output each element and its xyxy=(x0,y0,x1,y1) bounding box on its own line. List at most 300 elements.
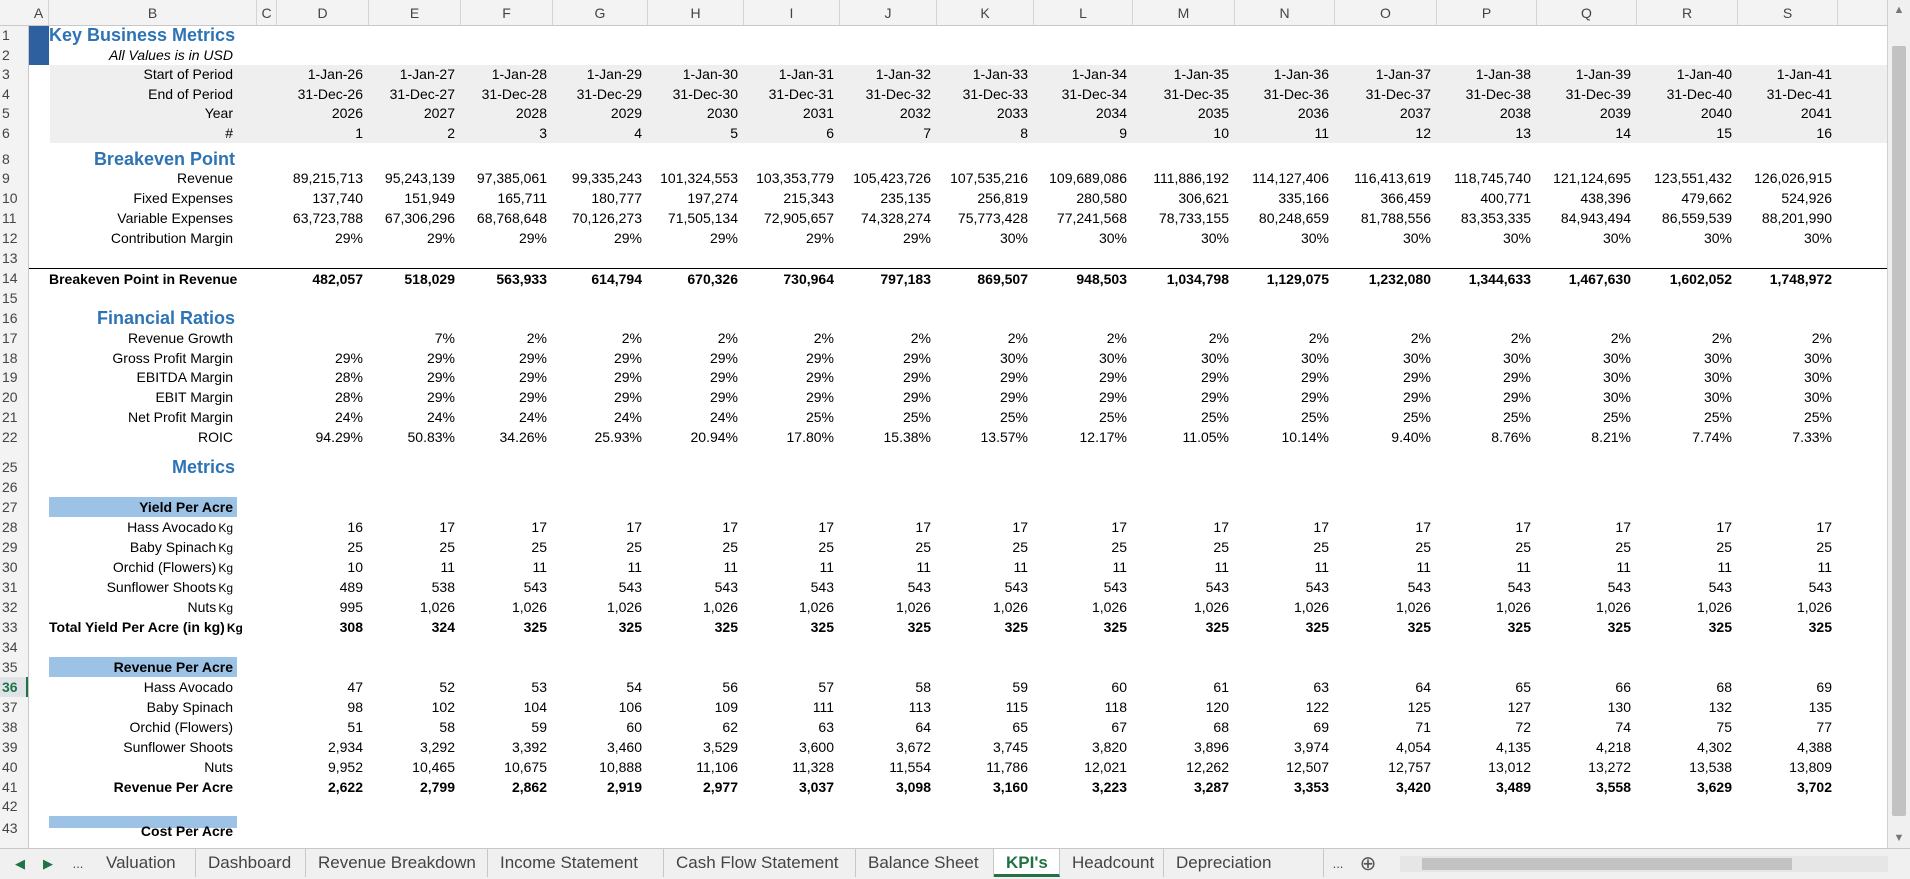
value-cell[interactable]: 31-Dec-38 xyxy=(1465,86,1531,102)
value-cell[interactable]: 81,788,556 xyxy=(1360,210,1431,226)
value-cell[interactable]: 25% xyxy=(1602,409,1631,425)
value-cell[interactable]: 4,388 xyxy=(1796,739,1832,755)
value-cell[interactable]: 98 xyxy=(347,699,363,715)
value-cell[interactable]: 543 xyxy=(1708,579,1732,595)
value-cell[interactable]: 30% xyxy=(1200,230,1229,246)
value-cell[interactable]: 11,328 xyxy=(792,759,834,775)
value-cell[interactable]: 2041 xyxy=(1800,105,1832,121)
column-header[interactable]: D xyxy=(277,0,369,25)
value-cell[interactable]: 1-Jan-32 xyxy=(875,66,931,82)
value-cell[interactable]: 115 xyxy=(1005,699,1028,715)
row-header[interactable]: 29 xyxy=(2,539,18,555)
value-cell[interactable]: 29% xyxy=(1300,369,1329,385)
value-cell[interactable]: 543 xyxy=(714,579,738,595)
value-cell[interactable]: 1,344,633 xyxy=(1468,271,1531,287)
value-cell[interactable]: 25.93% xyxy=(594,429,642,445)
value-cell[interactable]: 25 xyxy=(531,539,547,555)
value-cell[interactable]: 1-Jan-28 xyxy=(491,66,547,82)
value-cell[interactable]: 1,034,798 xyxy=(1166,271,1229,287)
column-header[interactable]: N xyxy=(1235,0,1335,25)
value-cell[interactable]: 3,529 xyxy=(702,739,738,755)
row-header[interactable]: 32 xyxy=(2,599,18,615)
row-header[interactable]: 37 xyxy=(2,699,18,715)
value-cell[interactable]: 25% xyxy=(1502,409,1531,425)
value-cell[interactable]: 543 xyxy=(1607,579,1631,595)
value-cell[interactable]: 2,934 xyxy=(327,739,363,755)
value-cell[interactable]: 31-Dec-31 xyxy=(768,86,834,102)
value-cell[interactable]: 3,974 xyxy=(1293,739,1329,755)
row-header[interactable]: 33 xyxy=(2,619,18,635)
value-cell[interactable]: 10 xyxy=(1213,125,1229,141)
value-cell[interactable]: 122 xyxy=(1305,699,1329,715)
value-cell[interactable]: 2% xyxy=(717,330,738,346)
value-cell[interactable]: 30% xyxy=(1803,369,1832,385)
column-header[interactable]: A xyxy=(29,0,49,25)
value-cell[interactable]: 68,768,648 xyxy=(476,210,547,226)
value-cell[interactable]: 280,580 xyxy=(1076,190,1127,206)
value-cell[interactable]: 2035 xyxy=(1197,105,1229,121)
value-cell[interactable]: 197,274 xyxy=(687,190,738,206)
value-cell[interactable]: 2% xyxy=(1106,330,1127,346)
tabs-more-right[interactable]: ... xyxy=(1332,856,1344,871)
value-cell[interactable]: 30% xyxy=(1703,369,1732,385)
value-cell[interactable]: 29% xyxy=(1098,369,1127,385)
value-cell[interactable]: 63 xyxy=(1313,679,1329,695)
value-cell[interactable]: 543 xyxy=(810,579,834,595)
row-header[interactable]: 19 xyxy=(2,369,18,385)
value-cell[interactable]: 7.74% xyxy=(1692,429,1732,445)
value-cell[interactable]: 29% xyxy=(613,369,642,385)
value-cell[interactable]: 74,328,274 xyxy=(860,210,931,226)
value-cell[interactable]: 11 xyxy=(627,559,642,575)
value-cell[interactable]: 25 xyxy=(439,539,455,555)
value-cell[interactable]: 3,287 xyxy=(1193,779,1229,795)
value-cell[interactable]: 1,026 xyxy=(798,599,834,615)
value-cell[interactable]: 29% xyxy=(805,350,834,366)
value-cell[interactable]: 17 xyxy=(531,519,547,535)
value-cell[interactable]: 10.14% xyxy=(1281,429,1329,445)
value-cell[interactable]: 70,126,273 xyxy=(571,210,642,226)
value-cell[interactable]: 165,711 xyxy=(497,190,547,206)
row-header[interactable]: 41 xyxy=(2,779,18,795)
value-cell[interactable]: 17 xyxy=(1415,519,1431,535)
value-cell[interactable]: 1,026 xyxy=(992,599,1028,615)
scroll-down-icon[interactable]: ▼ xyxy=(1893,832,1905,844)
row-header[interactable]: 43 xyxy=(2,820,18,836)
value-cell[interactable]: 1,467,630 xyxy=(1568,271,1631,287)
value-cell[interactable]: 31-Dec-40 xyxy=(1666,86,1732,102)
value-cell[interactable]: 11 xyxy=(1416,559,1431,575)
value-cell[interactable]: 30% xyxy=(1402,230,1431,246)
value-cell[interactable]: 17 xyxy=(1012,519,1028,535)
value-cell[interactable]: 13,272 xyxy=(1588,759,1631,775)
value-cell[interactable]: 2026 xyxy=(331,105,363,121)
value-cell[interactable]: 7.33% xyxy=(1792,429,1832,445)
value-cell[interactable]: 1-Jan-27 xyxy=(399,66,455,82)
value-cell[interactable]: 1,026 xyxy=(1193,599,1229,615)
value-cell[interactable]: 2030 xyxy=(706,105,738,121)
value-cell[interactable]: 614,794 xyxy=(591,271,642,287)
value-cell[interactable]: 67 xyxy=(1111,719,1127,735)
value-cell[interactable]: 3,489 xyxy=(1495,779,1531,795)
value-cell[interactable]: 31-Dec-36 xyxy=(1263,86,1329,102)
value-cell[interactable]: 1,129,075 xyxy=(1266,271,1329,287)
value-cell[interactable]: 58 xyxy=(439,719,455,735)
value-cell[interactable]: 4 xyxy=(634,125,642,141)
value-cell[interactable]: 72 xyxy=(1515,719,1531,735)
value-cell[interactable]: 215,343 xyxy=(783,190,834,206)
value-cell[interactable]: 1,026 xyxy=(511,599,547,615)
value-cell[interactable]: 29% xyxy=(709,230,738,246)
value-cell[interactable]: 54 xyxy=(626,679,642,695)
sheet-tab[interactable]: Dashboard xyxy=(196,849,306,877)
value-cell[interactable]: 29% xyxy=(902,369,931,385)
value-cell[interactable]: 25 xyxy=(1313,539,1329,555)
value-cell[interactable]: 1-Jan-37 xyxy=(1375,66,1431,82)
value-cell[interactable]: 543 xyxy=(1103,579,1127,595)
value-cell[interactable]: 116,413,619 xyxy=(1354,170,1431,186)
value-cell[interactable]: 11 xyxy=(1616,559,1631,575)
value-cell[interactable]: 30% xyxy=(1703,389,1732,405)
value-cell[interactable]: 479,662 xyxy=(1681,190,1732,206)
vertical-scroll-thumb[interactable] xyxy=(1892,46,1906,816)
value-cell[interactable]: 12 xyxy=(1415,125,1431,141)
value-cell[interactable]: 17 xyxy=(722,519,738,535)
value-cell[interactable]: 67,306,296 xyxy=(384,210,455,226)
value-cell[interactable]: 130 xyxy=(1607,699,1631,715)
value-cell[interactable]: 306,621 xyxy=(1178,190,1229,206)
value-cell[interactable]: 2% xyxy=(1308,330,1329,346)
value-cell[interactable]: 25 xyxy=(626,539,642,555)
value-cell[interactable]: 9,952 xyxy=(327,759,363,775)
value-cell[interactable]: 105,423,726 xyxy=(853,170,931,186)
value-cell[interactable]: 2% xyxy=(1007,330,1028,346)
value-cell[interactable]: 25 xyxy=(915,539,931,555)
value-cell[interactable]: 670,326 xyxy=(687,271,738,287)
column-header[interactable]: B xyxy=(49,0,257,25)
value-cell[interactable]: 77 xyxy=(1816,719,1832,735)
value-cell[interactable]: 2031 xyxy=(802,105,834,121)
row-header[interactable]: 9 xyxy=(2,170,10,186)
value-cell[interactable]: 2,919 xyxy=(606,779,642,795)
value-cell[interactable]: 29% xyxy=(613,389,642,405)
value-cell[interactable]: 111 xyxy=(812,699,834,715)
value-cell[interactable]: 325 xyxy=(1607,619,1631,635)
value-cell[interactable]: 2039 xyxy=(1599,105,1631,121)
value-cell[interactable]: 137,740 xyxy=(312,190,363,206)
row-header[interactable]: 3 xyxy=(2,66,10,82)
value-cell[interactable]: 107,535,216 xyxy=(950,170,1028,186)
value-cell[interactable]: 118 xyxy=(1104,699,1127,715)
value-cell[interactable]: 11 xyxy=(1314,559,1329,575)
tab-next-icon[interactable]: ▶ xyxy=(43,856,53,871)
value-cell[interactable]: 25% xyxy=(1703,409,1732,425)
value-cell[interactable]: 57 xyxy=(818,679,834,695)
value-cell[interactable]: 325 xyxy=(1407,619,1431,635)
value-cell[interactable]: 7% xyxy=(434,330,455,346)
value-cell[interactable]: 2,799 xyxy=(419,779,455,795)
value-cell[interactable]: 59 xyxy=(1012,679,1028,695)
row-header[interactable]: 38 xyxy=(2,719,18,735)
value-cell[interactable]: 325 xyxy=(1305,619,1329,635)
value-cell[interactable]: 1,748,972 xyxy=(1769,271,1832,287)
sheet-tab[interactable]: KPI's xyxy=(994,849,1060,877)
value-cell[interactable]: 12,757 xyxy=(1388,759,1431,775)
value-cell[interactable]: 180,777 xyxy=(591,190,642,206)
value-cell[interactable]: 2028 xyxy=(515,105,547,121)
value-cell[interactable]: 20.94% xyxy=(690,429,738,445)
column-header[interactable]: E xyxy=(369,0,461,25)
value-cell[interactable]: 121,124,695 xyxy=(1553,170,1631,186)
row-header[interactable]: 20 xyxy=(2,389,18,405)
row-header[interactable]: 36 xyxy=(0,677,28,697)
value-cell[interactable]: 109 xyxy=(714,699,738,715)
value-cell[interactable]: 25% xyxy=(1300,409,1329,425)
value-cell[interactable]: 17 xyxy=(1515,519,1531,535)
value-cell[interactable]: 3,353 xyxy=(1293,779,1329,795)
value-cell[interactable]: 324 xyxy=(431,619,455,635)
value-cell[interactable]: 2% xyxy=(910,330,931,346)
value-cell[interactable]: 543 xyxy=(1808,579,1832,595)
value-cell[interactable]: 4,218 xyxy=(1595,739,1631,755)
value-cell[interactable]: 25 xyxy=(1012,539,1028,555)
value-cell[interactable]: 1-Jan-34 xyxy=(1071,66,1127,82)
row-header[interactable]: 40 xyxy=(2,759,18,775)
value-cell[interactable]: 11,786 xyxy=(986,759,1028,775)
value-cell[interactable]: 51 xyxy=(347,719,363,735)
value-cell[interactable]: 101,324,553 xyxy=(660,170,738,186)
value-cell[interactable]: 2% xyxy=(621,330,642,346)
value-cell[interactable]: 17 xyxy=(818,519,834,535)
value-cell[interactable]: 28% xyxy=(334,369,363,385)
value-cell[interactable]: 88,201,990 xyxy=(1761,210,1832,226)
value-cell[interactable]: 1-Jan-29 xyxy=(586,66,642,82)
value-cell[interactable]: 16 xyxy=(1816,125,1832,141)
value-cell[interactable]: 30% xyxy=(1098,350,1127,366)
value-cell[interactable]: 17 xyxy=(1615,519,1631,535)
horizontal-scroll-thumb[interactable] xyxy=(1422,858,1792,870)
value-cell[interactable]: 3,098 xyxy=(895,779,931,795)
row-header[interactable]: 11 xyxy=(2,210,17,226)
value-cell[interactable]: 31-Dec-27 xyxy=(389,86,455,102)
row-header[interactable]: 18 xyxy=(2,350,18,366)
value-cell[interactable]: 127 xyxy=(1507,699,1531,715)
value-cell[interactable]: 3,820 xyxy=(1091,739,1127,755)
value-cell[interactable]: 25 xyxy=(347,539,363,555)
value-cell[interactable]: 25 xyxy=(1415,539,1431,555)
value-cell[interactable]: 29% xyxy=(518,369,547,385)
tab-prev-icon[interactable]: ◀ xyxy=(15,856,25,871)
value-cell[interactable]: 65 xyxy=(1515,679,1531,695)
value-cell[interactable]: 30% xyxy=(1300,350,1329,366)
value-cell[interactable]: 29% xyxy=(426,369,455,385)
value-cell[interactable]: 325 xyxy=(714,619,738,635)
value-cell[interactable]: 2040 xyxy=(1700,105,1732,121)
value-cell[interactable]: 3,160 xyxy=(992,779,1028,795)
value-cell[interactable]: 29% xyxy=(1502,389,1531,405)
value-cell[interactable]: 17.80% xyxy=(786,429,834,445)
value-cell[interactable]: 13,809 xyxy=(1789,759,1832,775)
value-cell[interactable]: 30% xyxy=(1602,230,1631,246)
value-cell[interactable]: 11,554 xyxy=(889,759,931,775)
value-cell[interactable]: 543 xyxy=(618,579,642,595)
value-cell[interactable]: 30% xyxy=(1703,230,1732,246)
column-header[interactable]: O xyxy=(1335,0,1437,25)
value-cell[interactable]: 31-Dec-41 xyxy=(1766,86,1832,102)
value-cell[interactable]: 68 xyxy=(1213,719,1229,735)
value-cell[interactable]: 29% xyxy=(805,389,834,405)
value-cell[interactable]: 3,745 xyxy=(992,739,1028,755)
value-cell[interactable]: 8.76% xyxy=(1491,429,1531,445)
value-cell[interactable] xyxy=(277,328,369,348)
value-cell[interactable]: 58 xyxy=(915,679,931,695)
value-cell[interactable]: 13,012 xyxy=(1488,759,1531,775)
value-cell[interactable]: 17 xyxy=(626,519,642,535)
value-cell[interactable]: 17 xyxy=(915,519,931,535)
value-cell[interactable]: 2,622 xyxy=(327,779,363,795)
value-cell[interactable]: 63,723,788 xyxy=(292,210,363,226)
value-cell[interactable]: 29% xyxy=(1402,389,1431,405)
row-header[interactable]: 21 xyxy=(2,409,18,425)
value-cell[interactable]: 120 xyxy=(1205,699,1229,715)
value-cell[interactable]: 9 xyxy=(1119,125,1127,141)
value-cell[interactable]: 94.29% xyxy=(315,429,363,445)
value-cell[interactable]: 12.17% xyxy=(1079,429,1127,445)
value-cell[interactable]: 29% xyxy=(709,389,738,405)
row-header[interactable]: 8 xyxy=(2,151,10,167)
value-cell[interactable]: 489 xyxy=(339,579,363,595)
value-cell[interactable]: 84,943,494 xyxy=(1560,210,1631,226)
value-cell[interactable]: 83,353,335 xyxy=(1460,210,1531,226)
value-cell[interactable]: 30% xyxy=(1803,230,1832,246)
value-cell[interactable]: 29% xyxy=(334,230,363,246)
value-cell[interactable]: 1-Jan-38 xyxy=(1475,66,1531,82)
column-header[interactable]: Q xyxy=(1537,0,1637,25)
value-cell[interactable]: 29% xyxy=(1300,389,1329,405)
value-cell[interactable]: 3,702 xyxy=(1796,779,1832,795)
value-cell[interactable]: 31-Dec-30 xyxy=(672,86,738,102)
row-header[interactable]: 22 xyxy=(2,429,18,445)
value-cell[interactable]: 25 xyxy=(722,539,738,555)
value-cell[interactable]: 8.21% xyxy=(1591,429,1631,445)
row-header[interactable]: 35 xyxy=(2,659,18,675)
row-header[interactable]: 17 xyxy=(2,330,18,346)
column-header[interactable]: L xyxy=(1034,0,1133,25)
value-cell[interactable]: 74 xyxy=(1615,719,1631,735)
value-cell[interactable]: 75 xyxy=(1716,719,1732,735)
value-cell[interactable]: 30% xyxy=(999,350,1028,366)
value-cell[interactable]: 125 xyxy=(1407,699,1431,715)
value-cell[interactable]: 1-Jan-39 xyxy=(1575,66,1631,82)
value-cell[interactable]: 1,026 xyxy=(1796,599,1832,615)
value-cell[interactable]: 10,888 xyxy=(599,759,642,775)
row-header[interactable]: 26 xyxy=(2,479,18,495)
value-cell[interactable]: 102 xyxy=(431,699,455,715)
value-cell[interactable]: 17 xyxy=(1716,519,1732,535)
value-cell[interactable]: 15 xyxy=(1716,125,1732,141)
value-cell[interactable]: 95,243,139 xyxy=(384,170,455,186)
row-header[interactable]: 27 xyxy=(2,499,18,515)
value-cell[interactable]: 1 xyxy=(355,125,363,141)
value-cell[interactable]: 25% xyxy=(1098,409,1127,425)
value-cell[interactable]: 31-Dec-39 xyxy=(1565,86,1631,102)
value-cell[interactable]: 543 xyxy=(907,579,931,595)
value-cell[interactable]: 29% xyxy=(426,389,455,405)
value-cell[interactable]: 64 xyxy=(915,719,931,735)
value-cell[interactable]: 482,057 xyxy=(312,271,363,287)
value-cell[interactable]: 75,773,428 xyxy=(957,210,1028,226)
value-cell[interactable]: 11 xyxy=(1314,125,1329,141)
sheet-tab[interactable]: Cash Flow Statement xyxy=(664,849,856,877)
value-cell[interactable]: 29% xyxy=(902,350,931,366)
value-cell[interactable]: 24% xyxy=(334,409,363,425)
value-cell[interactable]: 2% xyxy=(1410,330,1431,346)
value-cell[interactable]: 1-Jan-33 xyxy=(972,66,1028,82)
value-cell[interactable]: 25 xyxy=(1615,539,1631,555)
value-cell[interactable]: 114,127,406 xyxy=(1252,170,1329,186)
value-cell[interactable]: 113 xyxy=(908,699,931,715)
value-cell[interactable]: 25 xyxy=(1816,539,1832,555)
value-cell[interactable]: 4,302 xyxy=(1696,739,1732,755)
value-cell[interactable]: 29% xyxy=(426,350,455,366)
row-header[interactable]: 39 xyxy=(2,739,18,755)
value-cell[interactable]: 31-Dec-35 xyxy=(1163,86,1229,102)
value-cell[interactable]: 1,026 xyxy=(1091,599,1127,615)
value-cell[interactable]: 11 xyxy=(1013,559,1028,575)
value-cell[interactable]: 25 xyxy=(1111,539,1127,555)
column-header[interactable]: J xyxy=(840,0,937,25)
tabs-more-left[interactable]: ... xyxy=(72,856,84,871)
value-cell[interactable]: 15.38% xyxy=(883,429,931,445)
value-cell[interactable]: 3,392 xyxy=(511,739,547,755)
value-cell[interactable]: 538 xyxy=(431,579,455,595)
value-cell[interactable]: 2029 xyxy=(610,105,642,121)
row-header[interactable]: 25 xyxy=(2,459,18,475)
value-cell[interactable]: 56 xyxy=(722,679,738,695)
value-cell[interactable]: 11 xyxy=(1516,559,1531,575)
value-cell[interactable]: 2% xyxy=(526,330,547,346)
value-cell[interactable]: 4,135 xyxy=(1495,739,1531,755)
value-cell[interactable]: 29% xyxy=(1200,369,1229,385)
value-cell[interactable]: 60 xyxy=(626,719,642,735)
value-cell[interactable]: 29% xyxy=(1502,369,1531,385)
value-cell[interactable]: 151,949 xyxy=(404,190,455,206)
value-cell[interactable]: 325 xyxy=(810,619,834,635)
row-header[interactable]: 1 xyxy=(2,27,10,43)
row-header[interactable]: 2 xyxy=(2,47,10,63)
value-cell[interactable]: 2% xyxy=(1208,330,1229,346)
value-cell[interactable]: 66 xyxy=(1615,679,1631,695)
value-cell[interactable]: 31-Dec-28 xyxy=(481,86,547,102)
value-cell[interactable]: 11,106 xyxy=(696,759,738,775)
value-cell[interactable]: 29% xyxy=(902,230,931,246)
value-cell[interactable]: 2027 xyxy=(423,105,455,121)
value-cell[interactable]: 1,602,052 xyxy=(1669,271,1732,287)
value-cell[interactable]: 730,964 xyxy=(783,271,834,287)
value-cell[interactable]: 1-Jan-30 xyxy=(682,66,738,82)
sheet-tab[interactable]: Valuation xyxy=(94,849,196,877)
value-cell[interactable]: 1-Jan-36 xyxy=(1273,66,1329,82)
value-cell[interactable]: 10,675 xyxy=(504,759,547,775)
value-cell[interactable]: 4,054 xyxy=(1395,739,1431,755)
sheet-tab[interactable]: Depreciation xyxy=(1164,849,1324,877)
value-cell[interactable]: 60 xyxy=(1111,679,1127,695)
value-cell[interactable]: 1,026 xyxy=(1395,599,1431,615)
row-header[interactable]: 12 xyxy=(2,230,18,246)
row-header[interactable]: 14 xyxy=(2,270,18,286)
value-cell[interactable]: 31-Dec-37 xyxy=(1365,86,1431,102)
value-cell[interactable]: 366,459 xyxy=(1380,190,1431,206)
